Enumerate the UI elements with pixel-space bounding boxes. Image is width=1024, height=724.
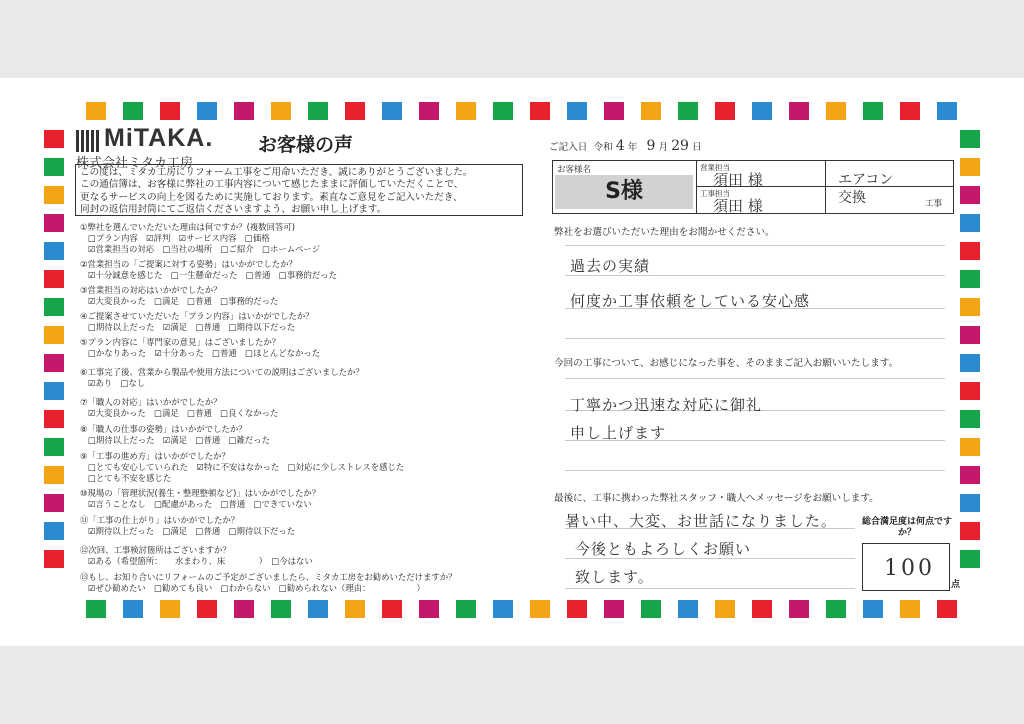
question-9: [80, 451, 404, 484]
border-square: [493, 102, 513, 120]
question-text: ⑪「工事の仕上がり」はいかがでしたか？: [80, 515, 240, 525]
border-square: [960, 522, 980, 540]
border-square: [271, 600, 291, 618]
border-square: [44, 410, 64, 428]
border-square: [44, 466, 64, 484]
question-text: ⑫次回、工事検討箇所はございますか？: [80, 545, 231, 555]
border-square: [419, 102, 439, 120]
question-text: ②営業担当の「ご提案に対する姿勢」はいかがでしたか？: [80, 259, 297, 269]
question-5: [80, 337, 320, 359]
border-square: [44, 326, 64, 344]
question-text: ①弊社を選んでいただいた理由は何ですか？(複数回答可): [80, 222, 296, 232]
border-square: [937, 600, 957, 618]
date-field: [549, 138, 702, 154]
question-13: [80, 572, 456, 594]
border-square: [604, 600, 624, 618]
border-square: [86, 102, 106, 120]
question-2: [80, 259, 337, 281]
border-square: [197, 102, 217, 120]
border-square: [44, 522, 64, 540]
border-square: [44, 242, 64, 260]
border-square: [456, 102, 476, 120]
score-value[interactable]: 100: [884, 556, 935, 581]
border-square: [123, 102, 143, 120]
answer-options[interactable]: □とても安心していられた ☑特に不安はなかった □対応に少しストレスを感じた: [88, 462, 405, 472]
page-title: お客様の声: [258, 134, 354, 156]
intro-line: 更なるサービスの向上を図るために実施しております。素直なご意見をご記入いただき、: [80, 191, 463, 203]
date-month[interactable]: 9: [646, 138, 656, 154]
question-7: [80, 397, 278, 419]
border-square: [863, 600, 883, 618]
question-text: ⑤プラン内容に「専門家の意見」はございましたか？: [80, 337, 281, 347]
border-square: [900, 102, 920, 120]
border-square: [44, 270, 64, 288]
answer-options[interactable]: ☑期待以上だった □満足 □普通 □期待以下だった: [88, 526, 296, 536]
reason-prompt: 弊社をお選びいただいた理由をお聞かせください。: [554, 227, 775, 238]
border-square: [715, 102, 735, 120]
question-12: [80, 545, 313, 567]
border-square: [419, 600, 439, 618]
date-day-unit: 日: [692, 142, 702, 153]
answer-options[interactable]: ☑言うことなし □配慮があった □普通 □できていない: [88, 499, 312, 509]
border-square: [44, 186, 64, 204]
date-label: ご記入日: [549, 142, 588, 153]
border-square: [900, 600, 920, 618]
border-square: [160, 102, 180, 120]
border-square: [345, 600, 365, 618]
question-10: [80, 488, 320, 510]
intro-line: この度は、ミタカ工房にリフォーム工事をご用命いただき、誠にありがとうございました。: [80, 167, 473, 178]
question-4: [80, 311, 314, 333]
message-answer-line[interactable]: 暑い中、大変、お世話になりました。: [565, 512, 838, 530]
answer-options[interactable]: ☑ぜひ勧めたい □勧めても良い □わからない □勧められない（理由： ）: [88, 583, 425, 593]
answer-options[interactable]: □期待以上だった ☑満足 □普通 □雑だった: [88, 435, 270, 445]
score-unit: 点: [951, 580, 961, 590]
border-square: [567, 600, 587, 618]
border-square: [960, 354, 980, 372]
border-square: [960, 326, 980, 344]
job-suffix: 工事: [925, 199, 943, 209]
border-square: [960, 494, 980, 512]
border-square: [456, 600, 476, 618]
border-square: [44, 494, 64, 512]
impression-prompt: 今回の工事について、お感じになった事を、そのままご記入お願いいたします。: [554, 358, 899, 369]
work-rep-name[interactable]: 須田 様: [713, 197, 763, 215]
border-square: [826, 600, 846, 618]
answer-options[interactable]: ☑十分誠意を感じた □一生懸命だった □普通 □事務的だった: [88, 270, 337, 280]
message-answer-line[interactable]: 致します。: [575, 568, 654, 586]
answer-options[interactable]: ☑大変良かった □満足 □普通 □良くなかった: [88, 408, 279, 418]
border-square: [960, 242, 980, 260]
reason-answer-line[interactable]: 過去の実績: [570, 257, 651, 275]
answer-options[interactable]: ☑あり □なし: [88, 378, 146, 388]
border-square: [234, 600, 254, 618]
border-square: [567, 102, 587, 120]
answer-options[interactable]: □とても不安を感じた: [88, 473, 172, 483]
border-square: [960, 410, 980, 428]
border-square: [234, 102, 254, 120]
border-square: [160, 600, 180, 618]
border-square: [382, 600, 402, 618]
question-6: [80, 367, 364, 389]
border-square: [826, 102, 846, 120]
date-year-unit: 年: [627, 142, 638, 153]
date-year[interactable]: 4: [615, 138, 625, 154]
border-square: [752, 102, 772, 120]
border-square: [44, 214, 64, 232]
border-square: [641, 102, 661, 120]
reason-answer-line[interactable]: 何度か工事依頼をしている安心感: [570, 292, 811, 310]
logo-brand: MiTAKA.: [104, 124, 214, 152]
border-square: [752, 600, 772, 618]
border-square: [678, 102, 698, 120]
border-square: [44, 438, 64, 456]
question-11: [80, 515, 295, 537]
question-text: ⑥工事完了後、営業から製品や使用方法についての説明はございましたか？: [80, 367, 364, 377]
border-square: [44, 158, 64, 176]
border-square: [86, 600, 106, 618]
sales-rep-label: 営業担当: [700, 163, 730, 172]
question-1: [80, 222, 320, 255]
question-text: ⑧「職人の仕事の姿勢」はいかがでしたか？: [80, 424, 247, 434]
question-text: ④ご提案させていただいた「プラン内容」はいかがでしたか？: [80, 311, 314, 321]
border-square: [123, 600, 143, 618]
question-8: [80, 424, 270, 446]
work-rep-label: 工事担当: [700, 189, 730, 198]
border-square: [44, 382, 64, 400]
score-label: 総合満足度は何点ですか？: [861, 517, 952, 538]
border-square: [530, 102, 550, 120]
border-square: [960, 550, 980, 568]
date-era: 令和: [593, 142, 613, 153]
border-square: [308, 600, 328, 618]
question-text: ⑩現場の「管理状況(養生・整理整頓など)」はいかがでしたか？: [80, 488, 321, 498]
border-square: [960, 270, 980, 288]
border-square: [960, 214, 980, 232]
date-month-unit: 月: [658, 142, 669, 153]
question-text: ⑦「職人の対応」はいかがでしたか？: [80, 397, 222, 407]
border-square: [271, 102, 291, 120]
job-type[interactable]: エアコン 交換: [838, 172, 894, 206]
message-prompt: 最後に、工事に携わった弊社スタッフ・職人へメッセージをお願いします。: [554, 493, 879, 504]
border-square: [960, 438, 980, 456]
border-square: [789, 102, 809, 120]
answer-options[interactable]: ☑ある（希望箇所： 水まわり、床 ） □今はない: [88, 556, 313, 566]
border-square: [44, 130, 64, 148]
company-name: 株式会社ミタカ工房: [76, 156, 194, 171]
score-box: [862, 543, 950, 591]
answer-options[interactable]: ☑営業担当の対応 □当社の場所 □ご紹介 □ホームページ: [88, 244, 321, 254]
answer-options[interactable]: □かなりあった ☑十分あった □普通 □ほとんどなかった: [88, 348, 321, 358]
answer-options[interactable]: □期待以上だった ☑満足 □普通 □期待以下だった: [88, 322, 296, 332]
border-square: [960, 186, 980, 204]
border-square: [44, 354, 64, 372]
question-text: ⑨「工事の進め方」はいかがでしたか？: [80, 451, 230, 461]
border-square: [960, 298, 980, 316]
message-answer-line[interactable]: 今後ともよろしくお願い: [575, 540, 752, 558]
customer-name[interactable]: S様: [555, 175, 693, 209]
border-square: [641, 600, 661, 618]
impression-answer-line[interactable]: 丁寧かつ迅速な対応に御礼: [570, 396, 763, 414]
border-square: [493, 600, 513, 618]
logo-mark-icon: [76, 130, 100, 152]
border-square: [863, 102, 883, 120]
border-square: [44, 298, 64, 316]
border-square: [789, 600, 809, 618]
border-square: [197, 600, 217, 618]
intro-box: [75, 164, 523, 216]
answer-options[interactable]: ☑大変良かった □満足 □普通 □事務的だった: [88, 296, 279, 306]
border-square: [382, 102, 402, 120]
date-day[interactable]: 29: [671, 138, 689, 154]
border-square: [530, 600, 550, 618]
border-square: [960, 466, 980, 484]
question-3: [80, 285, 278, 307]
border-square: [44, 550, 64, 568]
customer-name-label: お客様名: [557, 165, 592, 175]
border-square: [308, 102, 328, 120]
sales-rep-name[interactable]: 須田 様: [713, 171, 763, 189]
intro-line: 同封の返信用封筒にてご返信くださいますよう、お願い申し上げます。: [80, 204, 387, 216]
border-square: [345, 102, 365, 120]
border-square: [604, 102, 624, 120]
border-square: [937, 102, 957, 120]
border-square: [960, 130, 980, 148]
customer-info-box: [552, 160, 954, 214]
border-square: [960, 382, 980, 400]
question-text: ⑬もし、お知り合いにリフォームのご予定がございましたら、ミタカ工房をお勧めいただけますか？: [80, 572, 457, 582]
intro-line: この通信簿は、お客様に弊社の工事内容について感じたままに評価していただくことで、: [80, 179, 464, 191]
border-square: [960, 158, 980, 176]
answer-options[interactable]: □プラン内容 ☑評判 ☑サービス内容 □価格: [88, 233, 270, 243]
border-square: [715, 600, 735, 618]
border-square: [678, 600, 698, 618]
question-text: ③営業担当の対応はいかがでしたか？: [80, 285, 222, 295]
impression-answer-line[interactable]: 申し上げます: [570, 424, 667, 442]
